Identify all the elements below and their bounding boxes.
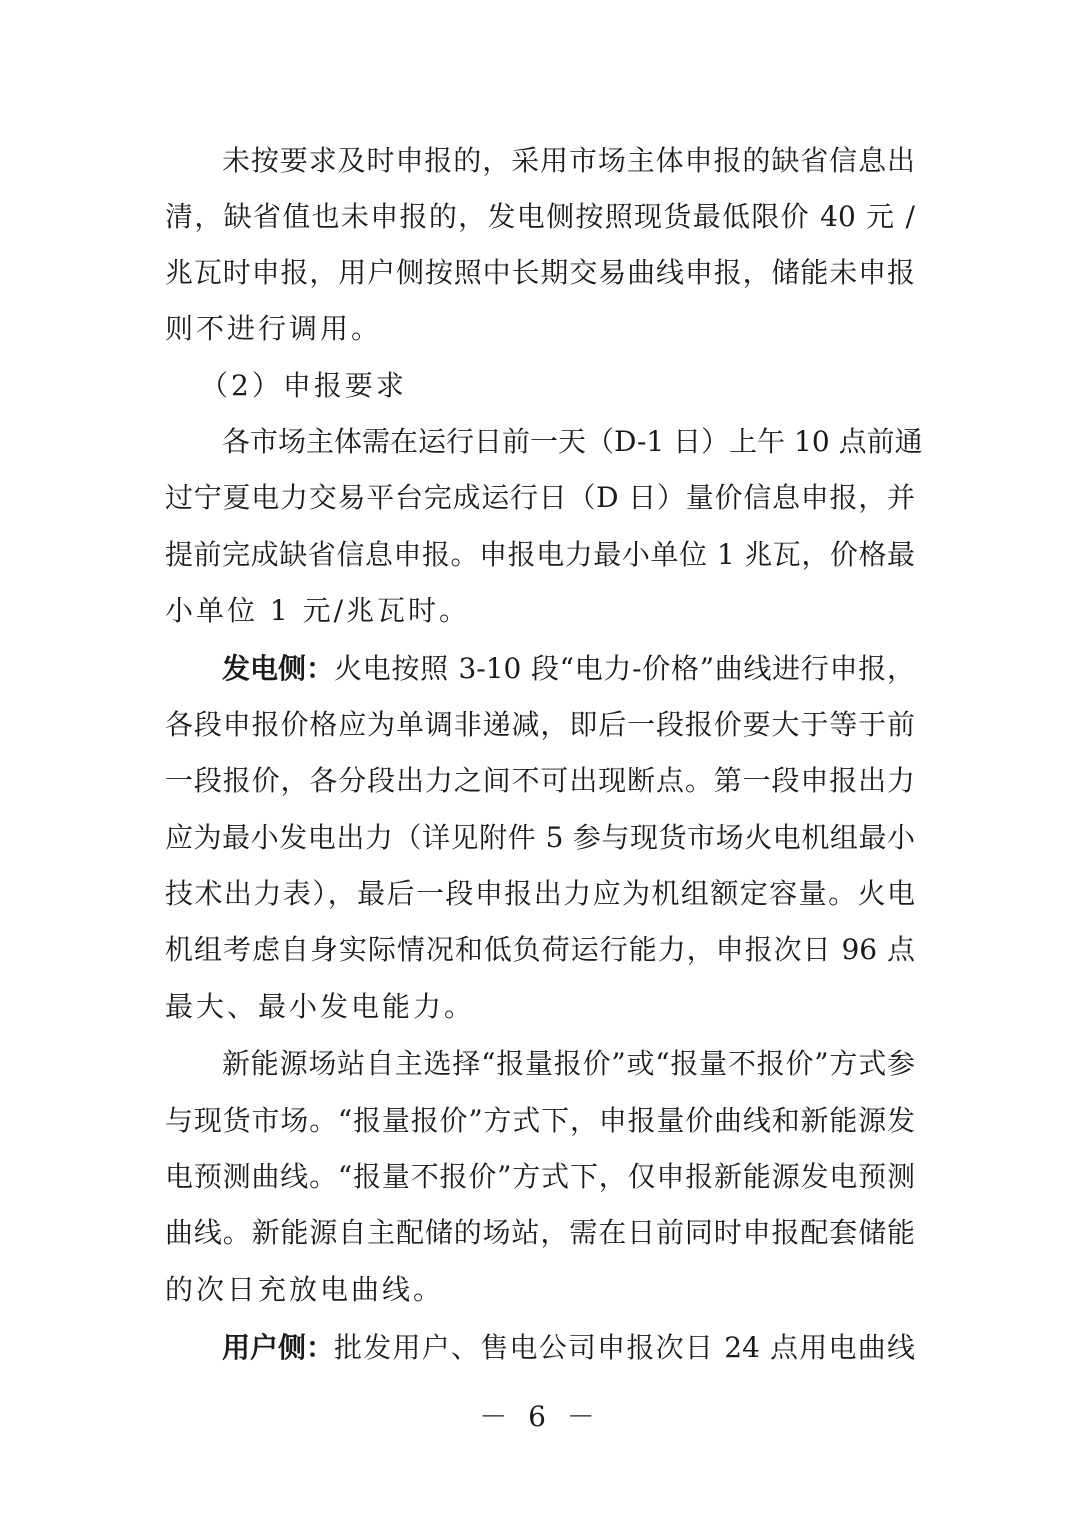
paragraph-default-line-4: 则不进行调用。	[165, 312, 383, 345]
generation-side-line-1-text: 火电按照 3-10 段“电力-价格”曲线进行申报，	[334, 652, 915, 685]
paragraph-generation-line-5: 技术出力表），最后一段申报出力应为机组额定容量。火电	[165, 877, 915, 910]
generation-side-label: 发电侧：	[222, 652, 335, 685]
paragraph-user-line-1	[222, 1328, 915, 1368]
paragraph-generation-line-6: 机组考虑自身实际情况和低负荷运行能力，申报次日 96 点	[165, 933, 915, 966]
paragraph-new-energy-line-5: 的次日充放电曲线。	[165, 1273, 445, 1306]
paragraph-new-energy-line-3: 电预测曲线。“报量不报价”方式下，仅申报新能源发电预测	[165, 1160, 915, 1193]
paragraph-default-line-1: 未按要求及时申报的，采用市场主体申报的缺省信息出	[222, 144, 915, 177]
paragraph-new-energy-line-4: 曲线。新能源自主配储的场站，需在日前同时申报配套储能	[165, 1216, 915, 1249]
paragraph-new-energy-line-2: 与现货市场。“报量报价”方式下，申报量价曲线和新能源发	[165, 1104, 915, 1137]
paragraph-default-line-3: 兆瓦时申报，用户侧按照中长期交易曲线申报，储能未申报	[165, 256, 915, 289]
paragraph-generation-line-2: 各段申报价格应为单调非递减，即后一段报价要大于等于前	[165, 708, 915, 741]
paragraph-requirements-line-2: 过宁夏电力交易平台完成运行日（D 日）量价信息申报，并	[165, 481, 915, 514]
paragraph-requirements-line-3: 提前完成缺省信息申报。申报电力最小单位 1 兆瓦，价格最	[165, 538, 915, 571]
paragraph-requirements-line-4: 小单位 1 元/兆瓦时。	[165, 594, 471, 627]
paragraph-generation-line-4: 应为最小发电出力（详见附件 5 参与现货市场火电机组最小	[165, 821, 915, 854]
paragraph-default-line-2: 清，缺省值也未申报的，发电侧按照现货最低限价 40 元 /	[165, 200, 915, 233]
paragraph-new-energy-line-1: 新能源场站自主选择“报量报价”或“报量不报价”方式参	[222, 1047, 915, 1080]
user-side-label: 用户侧：	[222, 1331, 335, 1364]
section-heading-requirements: （2）申报要求	[200, 369, 407, 402]
paragraph-generation-line-3: 一段报价，各分段出力之间不可出现断点。第一段申报出力	[165, 764, 915, 797]
paragraph-generation-line-1	[222, 649, 915, 689]
paragraph-requirements-line-1: 各市场主体需在运行日前一天（D-1 日）上午 10 点前通	[222, 425, 923, 458]
paragraph-generation-line-7: 最大、最小发电能力。	[165, 990, 476, 1023]
user-side-line-1-text: 批发用户、售电公司申报次日 24 点用电曲线	[334, 1331, 915, 1364]
page-number: － 6 －	[479, 1400, 601, 1433]
